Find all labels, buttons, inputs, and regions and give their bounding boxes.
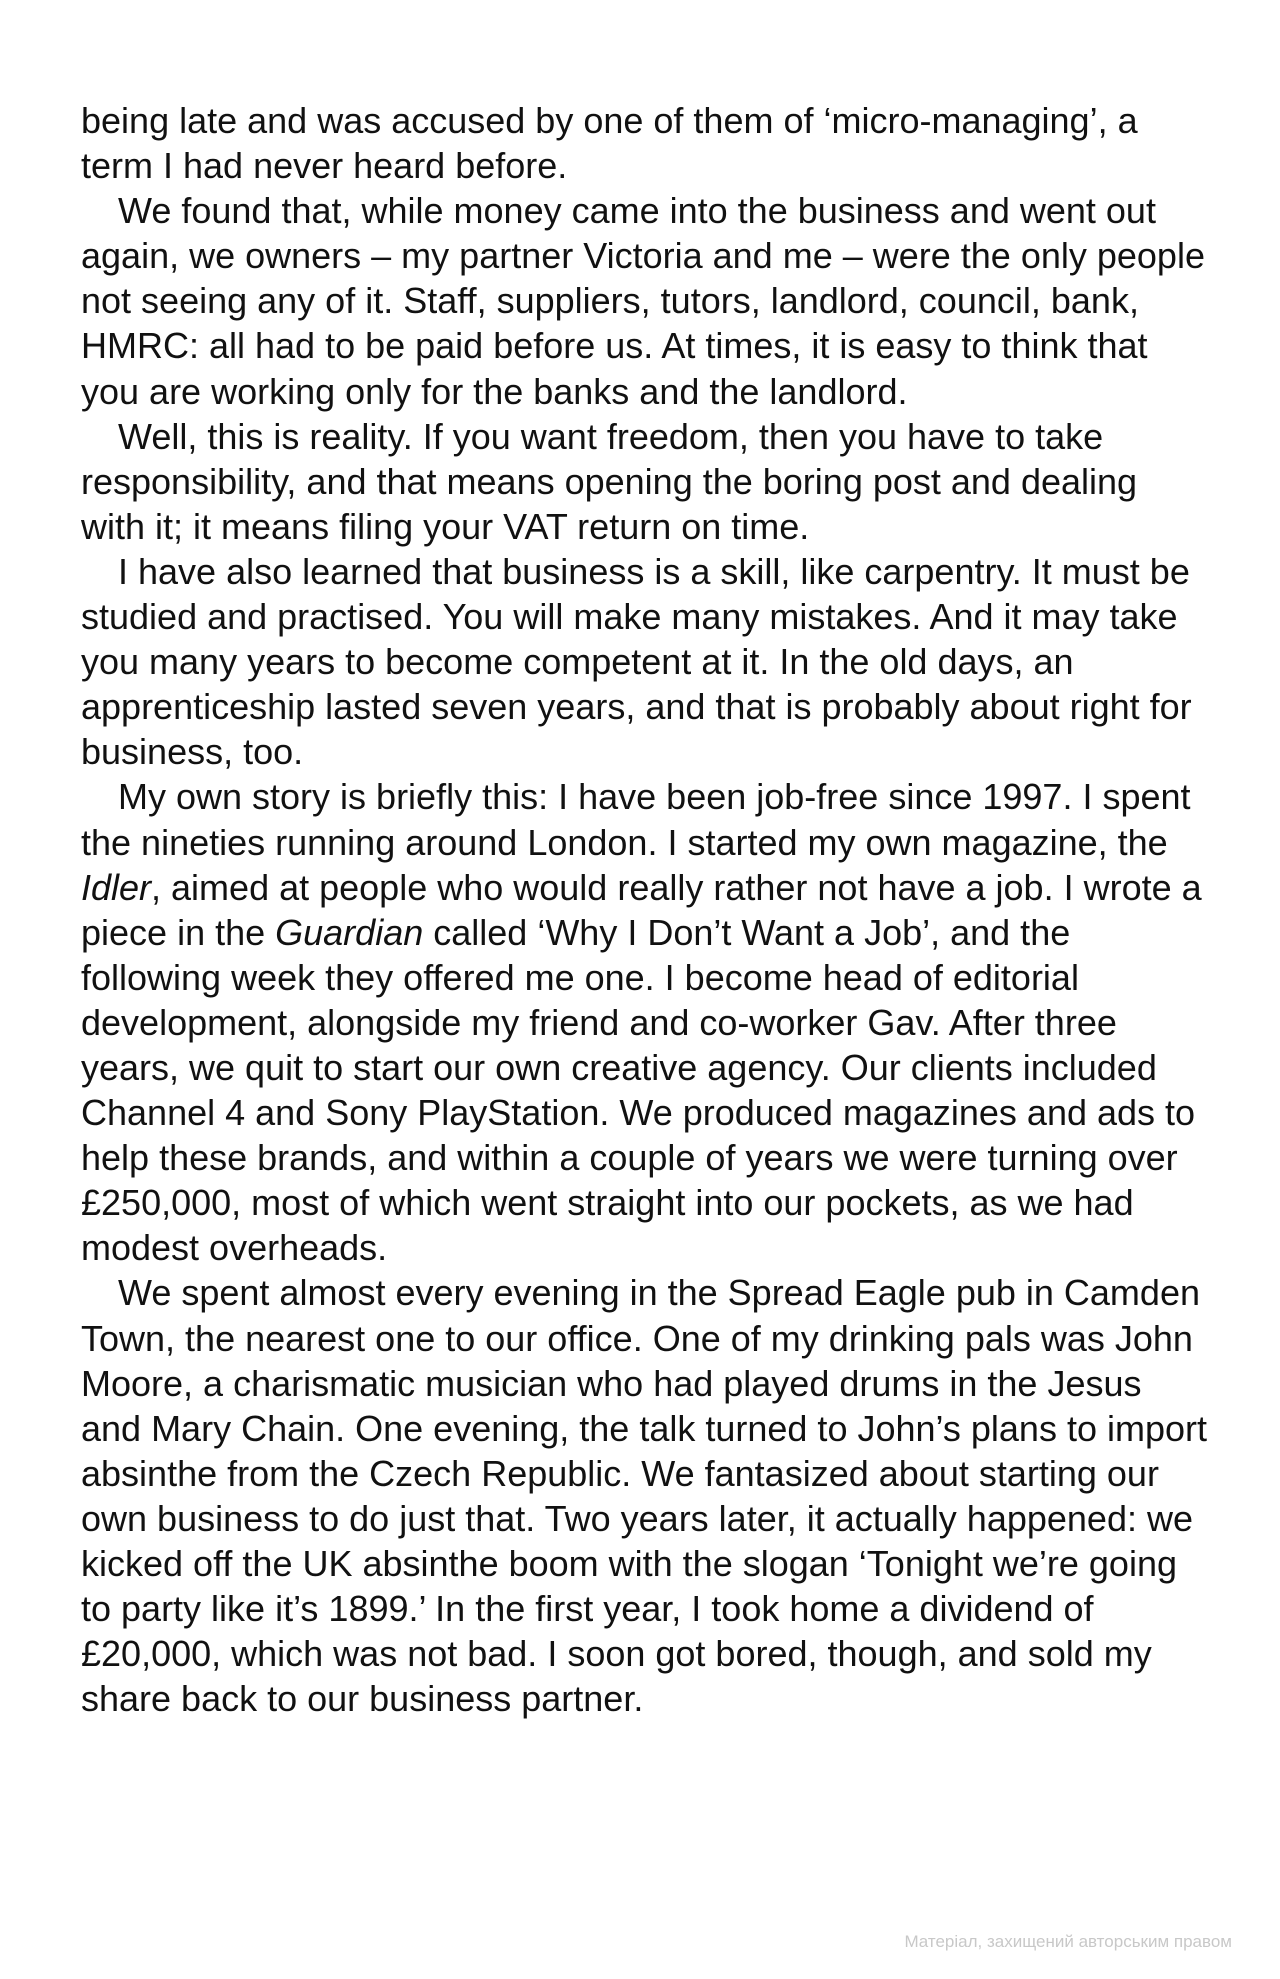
paragraph-5 bbox=[81, 774, 1211, 1270]
paragraph-5-text-b: , aimed at people who would really rather not have a job. I wrote a piece in the bbox=[81, 866, 1202, 953]
paragraph-5-text-a: My own story is briefly this: I have been job-free since 1997. I spent the nineties running around London. I started my own magazine, the bbox=[81, 776, 1191, 863]
paragraph-1-text: being late and was accused by one of them of ‘micro-managing’, a term I had never heard before. bbox=[81, 100, 1138, 187]
copyright-watermark: Матеріал, захищений авторським правом bbox=[904, 1932, 1232, 1951]
paragraph-2 bbox=[81, 188, 1211, 413]
paragraph-2-text: We found that, while money came into the business and went out again, we owners – my partner Victoria and me – were the only people not seeing any of it. Staff, suppliers, tutors, landlord, council, bank, HMRC: all had to be paid before us. At times, it is easy to think that you are working only for the banks and the landlord. bbox=[81, 190, 1205, 412]
paragraph-5-text-c: called ‘Why I Don’t Want a Job’, and the following week they offered me one. I become head of editorial development, alongside my friend and co-worker Gav. After three years, we quit to start our own creative agency. Our clients included Channel 4 and Sony PlayStation. We produced magazines and ads to help these brands, and within a couple of years we were turning over £250,000, most of which went straight into our pockets, as we had modest overheads. bbox=[81, 911, 1196, 1269]
book-page-body bbox=[81, 98, 1211, 1721]
newspaper-title-guardian: Guardian bbox=[275, 911, 424, 953]
paragraph-1 bbox=[81, 98, 1211, 188]
paragraph-4-text: I have also learned that business is a skill, like carpentry. It must be studied and practised. You will make many mistakes. And it may take you many years to become competent at it. In the old days, an apprenticeship lasted seven years, and that is probably about right for business, too. bbox=[81, 550, 1192, 773]
paragraph-6-text: We spent almost every evening in the Spread Eagle pub in Camden Town, the nearest one to our office. One of my drinking pals was John Moore, a charismatic musician who had played drums in the Jesus and Mary Chain. One evening, the talk turned to John’s plans to import absinthe from the Czech Republic. We fantasized about starting our own business to do just that. Two years later, it actually happened: we kicked off the UK absinthe boom with the slogan ‘Tonight we’re going to party like it’s 1899.’ In the first year, I took home a dividend of £20,000, which was not bad. I soon got bored, though, and sold my share back to our business partner. bbox=[81, 1272, 1207, 1720]
paragraph-3 bbox=[81, 414, 1211, 549]
paragraph-6 bbox=[81, 1270, 1211, 1721]
paragraph-4 bbox=[81, 549, 1211, 774]
magazine-title-idler: Idler bbox=[81, 866, 152, 908]
paragraph-3-text: Well, this is reality. If you want freedom, then you have to take responsibility, and that means opening the boring post and dealing with it; it means filing your VAT return on time. bbox=[81, 415, 1138, 547]
